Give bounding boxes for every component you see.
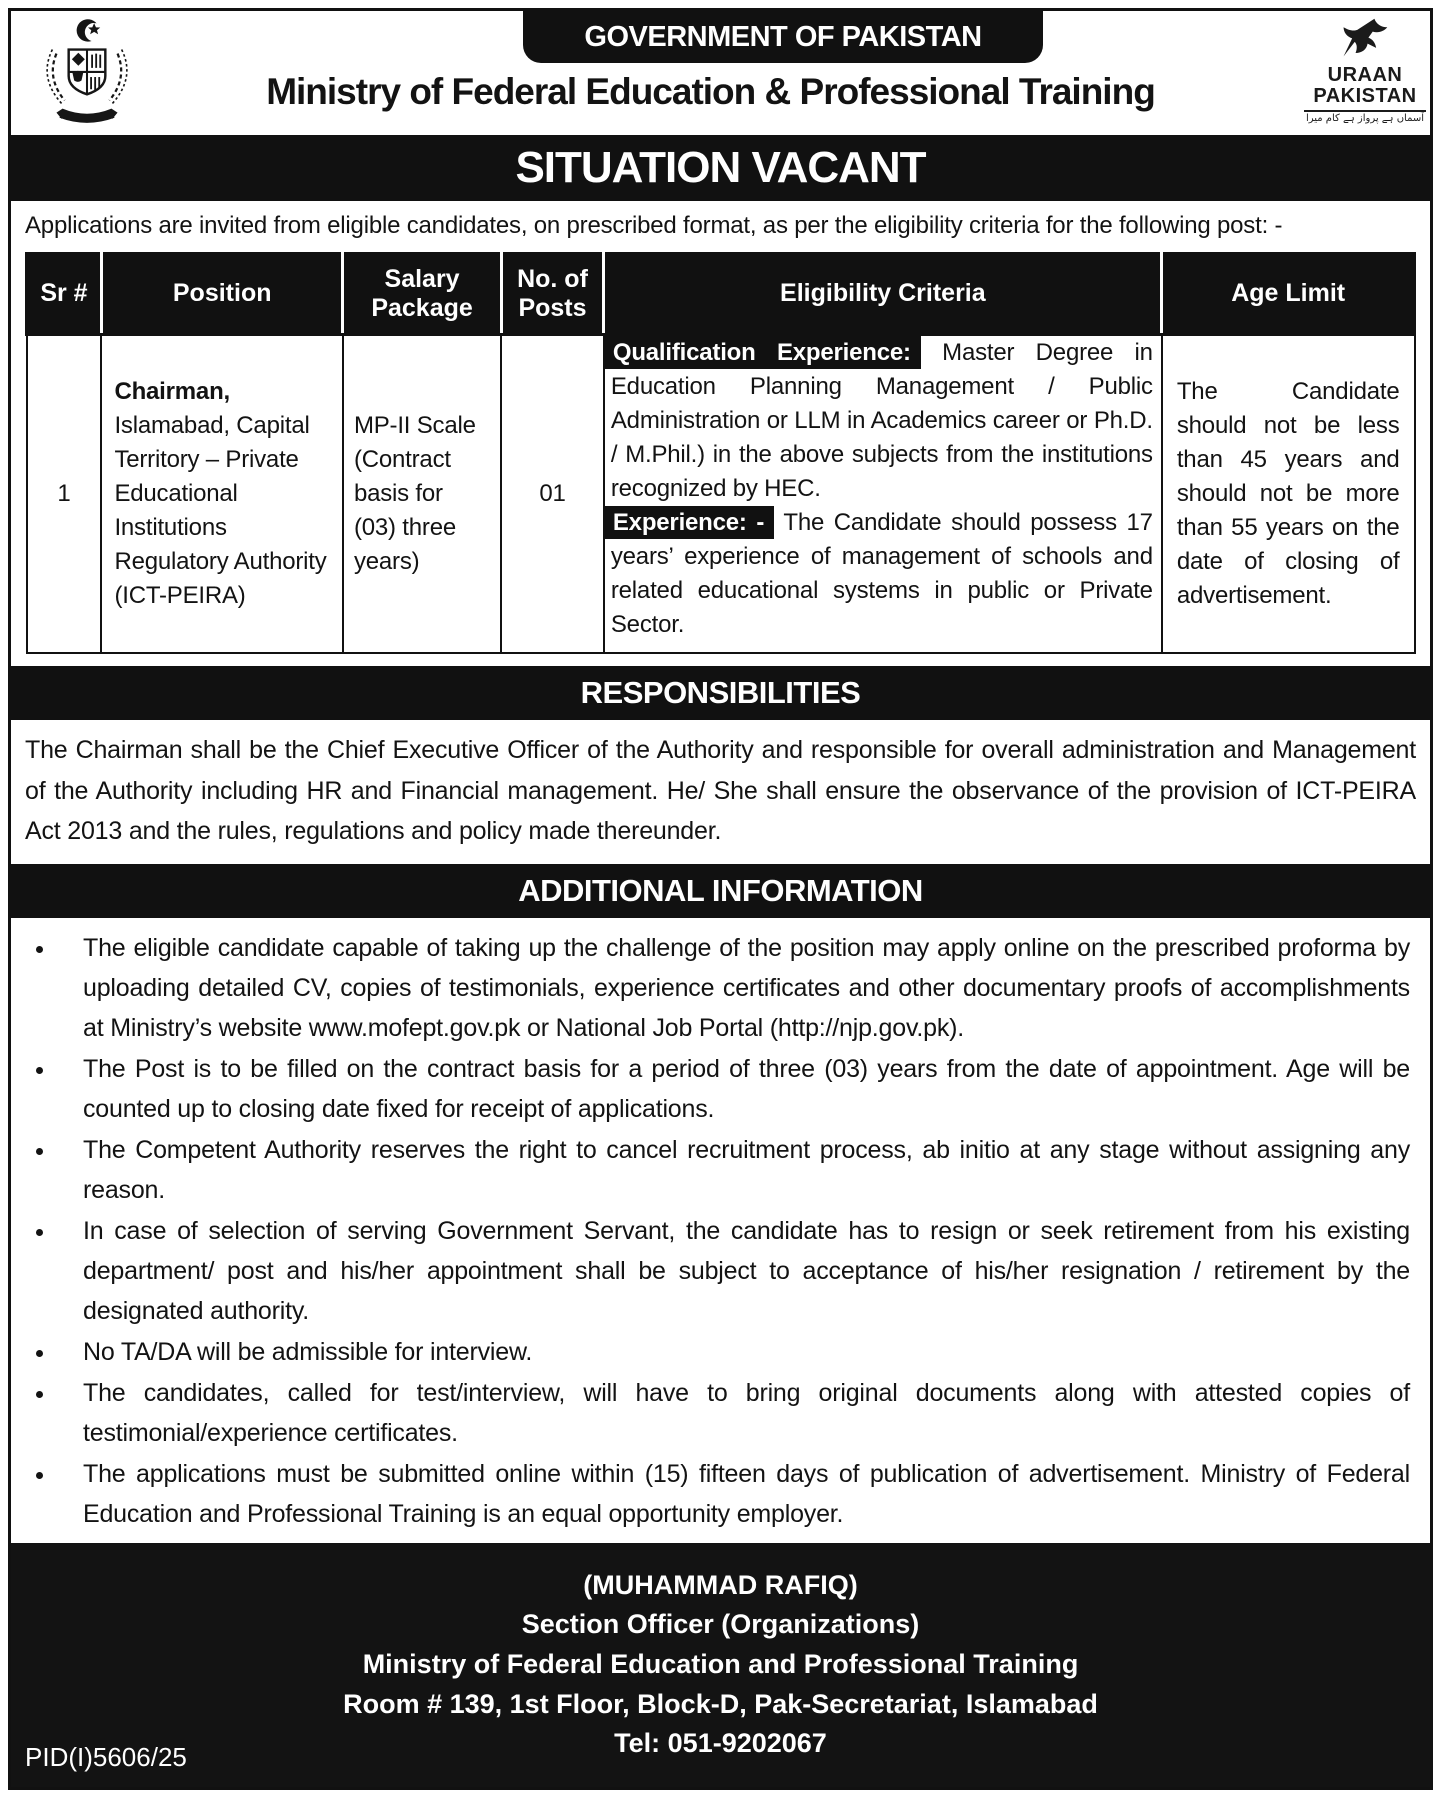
footer-sign-block	[11, 1543, 1430, 1787]
cell-posts: 01	[501, 334, 604, 653]
header	[11, 11, 1430, 135]
list-item: • In case of selection of serving Government Servant, the candidate has to resign or seek retirement from his existing department/ post and his/her appointment shall be subject to acceptance of his/her resignation / retirement by the designated authority.	[57, 1211, 1410, 1331]
qualification-text: Master Degree in Education Planning Management / Public Administration or LLM in Academics career or Ph.D. / M.Phil.) in the above subjects from the institutions recognized by HEC.	[610, 338, 1153, 502]
advertisement	[8, 8, 1433, 1790]
vacancy-table	[25, 252, 1416, 655]
signatory-address: Room # 139, 1st Floor, Block-D, Pak-Secretariat, Islamabad	[343, 1688, 1098, 1719]
situation-vacant-title: SITUATION VACANT	[515, 143, 926, 192]
intro-text: Applications are invited from eligible candidates, on prescribed format, as per the eligibility criteria for the following post: -	[25, 212, 1283, 239]
col-header-sr: Sr #	[27, 253, 102, 334]
experience-text: The Candidate should possess 17 years’ experience of management of schools and related educational systems in public or Private Sector.	[610, 508, 1153, 639]
ministry-title: Ministry of Federal Education & Professional Training	[266, 71, 1155, 112]
gov-banner	[523, 11, 1043, 63]
qualification-label: Qualification Experience:	[605, 336, 921, 369]
col-header-age: Age Limit	[1162, 253, 1415, 334]
uraan-bird-icon	[1339, 17, 1391, 65]
signatory-name: (MUHAMMAD RAFIQ)	[583, 1569, 858, 1600]
cell-salary: MP-II Scale (Contract basis for (03) three years)	[343, 334, 501, 653]
cell-sr: 1	[27, 334, 102, 653]
uraan-tagline: آسماں ہے پرواز ہے کام میرا	[1304, 110, 1426, 124]
signatory-phone: Tel: 051-9202067	[614, 1728, 827, 1759]
uraan-title-line1: URAAN	[1327, 64, 1403, 86]
signatory-ministry: Ministry of Federal Education and Professional Training	[362, 1649, 1079, 1680]
list-item: • The applications must be submitted online within (15) fifteen days of publication of advertisement. Ministry of Federal Education and Professional Training is an equal opportunity employer.	[57, 1454, 1410, 1534]
col-header-salary: Salary Package	[343, 253, 501, 334]
responsibilities-title: RESPONSIBILITIES	[580, 675, 861, 711]
table-header-row	[27, 253, 1415, 334]
position-title: Chairman,	[114, 377, 231, 405]
col-header-eligibility: Eligibility Criteria	[604, 253, 1162, 334]
uraan-title-line2: PAKISTAN	[1313, 85, 1417, 107]
additional-information-title: ADDITIONAL INFORMATION	[518, 872, 923, 908]
col-header-position: Position	[101, 253, 343, 334]
col-header-posts: No. of Posts	[501, 253, 604, 334]
cell-eligibility	[604, 334, 1162, 653]
experience-label: Experience: -	[605, 506, 774, 539]
signatory-designation: Section Officer (Organizations)	[521, 1609, 920, 1640]
situation-vacant-bar	[11, 135, 1430, 201]
responsibilities-text: The Chairman shall be the Chief Executive Officer of the Authority and responsible for overall administration and Management of the Authority including HR and Financial management. He/ She shall ensure the observance of the provision of ICT-PEIRA Act 2013 and the rules, regulations and policy made thereunder.	[25, 736, 1416, 846]
pid-number: PID(I)5606/25	[25, 1742, 187, 1772]
responsibilities-bar	[11, 666, 1430, 720]
pakistan-emblem-icon	[31, 19, 143, 131]
list-item: • The Competent Authority reserves the right to cancel recruitment process, ab initio at any stage without assigning any reason.	[57, 1130, 1410, 1210]
cell-position	[101, 334, 343, 653]
additional-information-list	[29, 928, 1420, 1535]
additional-information-bar	[11, 864, 1430, 918]
table-row	[27, 334, 1415, 653]
list-item: • The Post is to be filled on the contract basis for a period of three (03) years from the date of appointment. Age will be counted up to closing date fixed for receipt of applications.	[57, 1049, 1410, 1129]
list-item: • The candidates, called for test/interview, will have to bring original documents along with attested copies of testimonial/experience certificates.	[57, 1373, 1410, 1453]
uraan-logo	[1304, 17, 1426, 124]
gov-banner-text: GOVERNMENT OF PAKISTAN	[584, 20, 982, 53]
cell-age-limit: The Candidate should not be less than 45 years and should not be more than 55 years on the date of closing of advertisement.	[1162, 334, 1415, 653]
list-item: • The eligible candidate capable of taking up the challenge of the position may apply online on the prescribed proforma by uploading detailed CV, copies of testimonials, experience certificates and other documentary proofs of accomplishments at Ministry’s website www.mofept.gov.pk or National Job Portal (http://njp.gov.pk).	[57, 928, 1410, 1048]
list-item: • No TA/DA will be admissible for interview.	[57, 1332, 1410, 1372]
position-detail: Islamabad, Capital Territory – Private Educational Institutions Regulatory Authority (ICT-PEIRA)	[114, 411, 327, 610]
